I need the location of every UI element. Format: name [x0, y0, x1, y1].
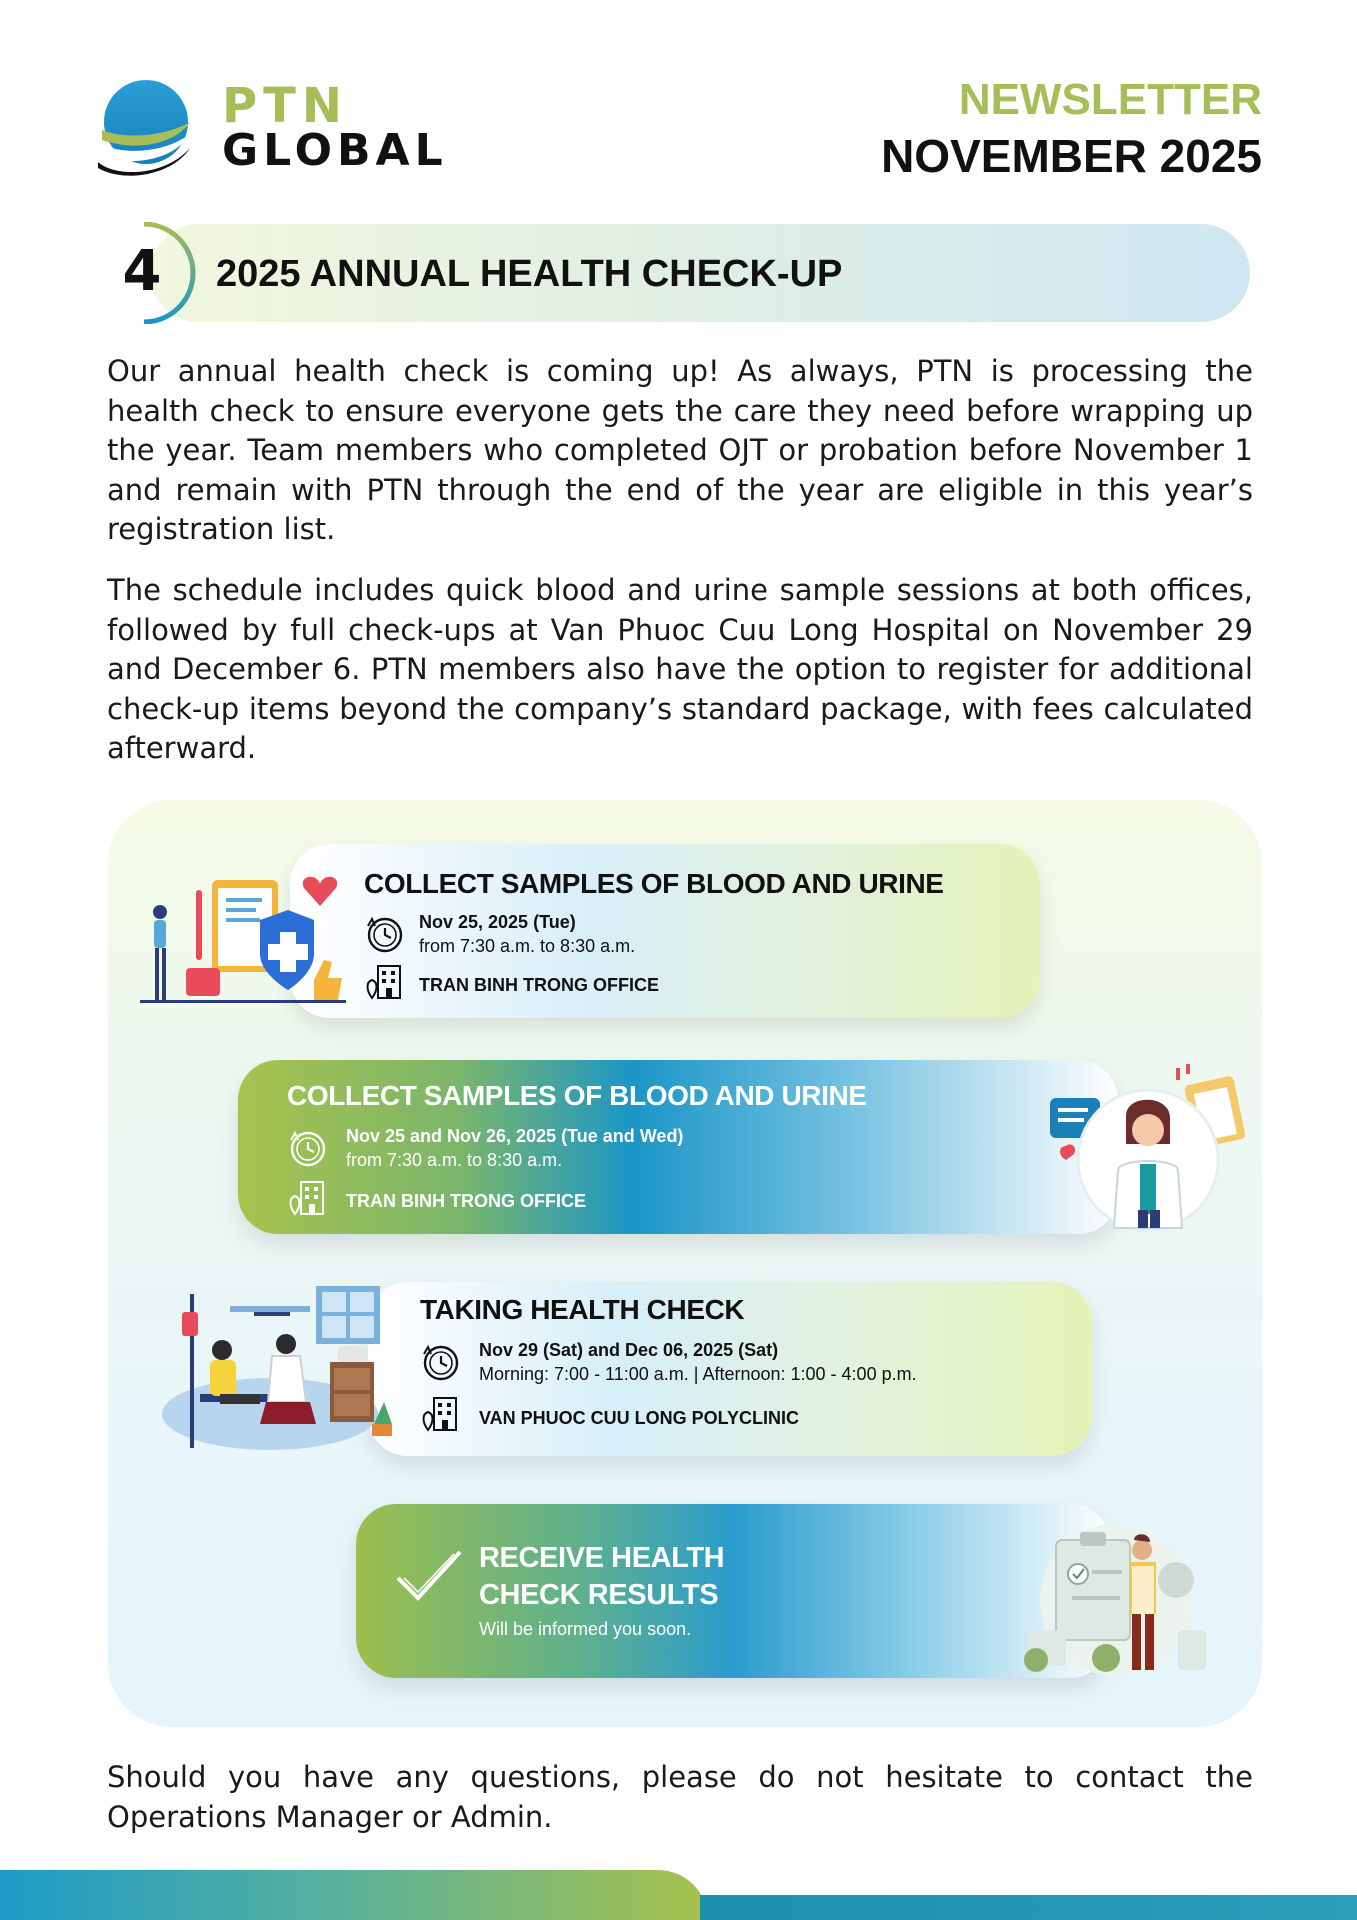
footer-bar-green [0, 1870, 708, 1920]
checkmark-icon [394, 1546, 464, 1606]
checkup-illustration-icon [160, 1284, 396, 1456]
card-2-time: from 7:30 a.m. to 8:30 a.m. [346, 1150, 563, 1170]
building-location-icon [420, 1394, 460, 1434]
clock-icon [420, 1342, 460, 1382]
card-2-location: TRAN BINH TRONG OFFICE [346, 1191, 586, 1211]
logo-text-global: GLOBAL [222, 125, 448, 176]
card-1-title: COLLECT SAMPLES OF BLOOD AND URINE [364, 868, 944, 899]
card-2-title: COLLECT SAMPLES OF BLOOD AND URINE [287, 1080, 867, 1111]
clock-icon [287, 1128, 327, 1168]
logo-globe-icon [96, 78, 192, 182]
card-4-title-line-1: RECEIVE HEALTH [479, 1542, 725, 1574]
intro-paragraph-2: The schedule includes quick blood and urine sample sessions at both offices, followed by full check-ups at Van Phuoc Cuu Long Hospital on November 29 and December 6. PTN members also have the option to register for additional check-up items beyond the company’s standard package, with fees calculated afterward. [107, 573, 1253, 765]
card-1-date: Nov 25, 2025 (Tue) [419, 912, 576, 932]
card-2-date: Nov 25 and Nov 26, 2025 (Tue and Wed) [346, 1126, 684, 1146]
footer-bar-blue [700, 1895, 1357, 1920]
card-1-time: from 7:30 a.m. to 8:30 a.m. [419, 936, 636, 956]
card-3-time: Morning: 7:00 - 11:00 a.m. | Afternoon: 1:00 - 4:00 p.m. [479, 1364, 917, 1384]
logo-text-ptn: PTN [222, 78, 349, 134]
card-1-location: TRAN BINH TRONG OFFICE [419, 975, 659, 995]
clock-icon [364, 914, 404, 954]
card-4-title-line-2: CHECK RESULTS [479, 1579, 719, 1611]
contact-note: Should you have any questions, please do not hesitate to contact the Operations Manager or Admin. [107, 1760, 1253, 1834]
building-location-icon [287, 1178, 327, 1218]
card-3-title: TAKING HEALTH CHECK [420, 1294, 745, 1325]
newsletter-issue: NOVEMBER 2025 [881, 130, 1262, 182]
medical-illustration-icon [138, 850, 348, 1010]
intro-paragraph-1: Our annual health check is coming up! As always, PTN is processing the health check to ensure everyone gets the care they need before wrapping up the year. Team members who completed OJT or probation before November 1 and remain with PTN through the end of the year are eligible in this year’s registration list. [107, 354, 1253, 546]
card-4-note: Will be informed you soon. [479, 1619, 692, 1639]
doctor-illustration-icon [1030, 1060, 1260, 1240]
results-illustration-icon [996, 1510, 1236, 1680]
section-number: 4 [122, 239, 162, 304]
building-location-icon [364, 962, 404, 1002]
section-title: 2025 ANNUAL HEALTH CHECK-UP [216, 253, 843, 295]
newsletter-label: NEWSLETTER [958, 75, 1262, 124]
card-3-date: Nov 29 (Sat) and Dec 06, 2025 (Sat) [479, 1340, 779, 1360]
card-3-location: VAN PHUOC CUU LONG POLYCLINIC [479, 1408, 800, 1428]
